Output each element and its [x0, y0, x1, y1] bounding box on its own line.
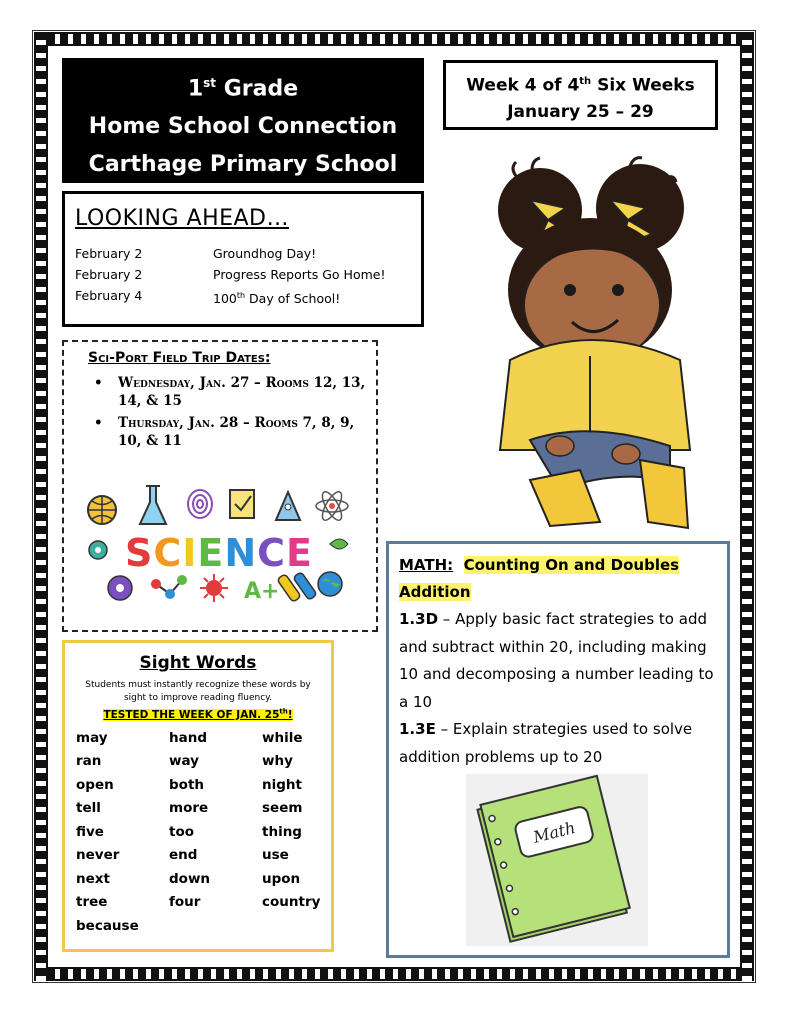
eye-left — [564, 284, 576, 296]
test-tube-icon — [277, 572, 317, 603]
tested-sup: th — [279, 707, 288, 715]
eye-right — [612, 284, 624, 296]
checkered-border-bottom — [34, 967, 754, 981]
sight-word: because — [76, 917, 139, 934]
boot-right — [640, 460, 688, 528]
sight-word: ran — [76, 753, 102, 769]
week-prefix: Week 4 of 4 — [466, 75, 580, 96]
event-name — [213, 285, 340, 309]
sight-word: next — [76, 870, 110, 887]
week-info — [443, 60, 718, 130]
math-topic: Counting On and Doubles Addition — [399, 556, 680, 601]
standard-text: – Explain strategies used to solve addition problems up to 20 — [399, 720, 693, 766]
event-name: Groundhog Day! — [213, 246, 317, 261]
tested-highlight — [103, 709, 292, 721]
newsletter-header — [62, 58, 424, 183]
school-name: Carthage Primary School — [88, 152, 398, 178]
molecule-icon — [151, 575, 187, 599]
grade-word: Grade — [223, 76, 299, 102]
sight-word: while — [262, 729, 303, 746]
a-plus-icon: A+ — [244, 579, 280, 604]
gear-icon — [89, 541, 107, 559]
sight-word: country — [262, 894, 321, 910]
sight-word: open — [76, 776, 114, 793]
week-line — [446, 69, 715, 99]
event-date: February 2 — [75, 246, 143, 261]
flask-icon — [140, 486, 166, 524]
sight-word: tell — [76, 800, 101, 816]
week-dates: January 25 – 29 — [507, 101, 654, 122]
standard-code: 1.3D — [399, 610, 439, 628]
week-suffix: Six Weeks — [597, 75, 695, 96]
sight-word: four — [169, 894, 201, 910]
event-row — [75, 243, 411, 264]
looking-ahead-section — [62, 191, 424, 327]
standard-item — [399, 716, 717, 771]
sight-word: why — [262, 753, 293, 769]
sight-word: too — [169, 823, 195, 840]
sight-word: upon — [262, 870, 301, 887]
earth-icon — [318, 572, 342, 596]
sight-word: thing — [262, 823, 302, 840]
sight-word: both — [169, 776, 205, 793]
tested-suffix: ! — [287, 708, 293, 721]
checkered-border-left — [34, 32, 48, 981]
event-row — [75, 285, 411, 309]
event-tail: Day of School! — [245, 291, 341, 307]
globe-icon — [88, 496, 116, 524]
sun-icon — [200, 574, 228, 602]
standard-text: – Apply basic fact strategies to add and subtract within 20, including making 10 and decomposing a number leading to a 10 — [399, 610, 714, 711]
looking-ahead-title: LOOKING AHEAD… — [75, 206, 290, 231]
event-sup: th — [236, 291, 246, 300]
sight-words-title: Sight Words — [139, 653, 257, 673]
gear-icon — [108, 576, 132, 600]
tested-notice — [73, 707, 323, 721]
grade-sup: st — [203, 76, 217, 90]
sight-word: five — [76, 823, 104, 840]
sight-word: use — [262, 847, 289, 863]
grade-number: 1 — [187, 76, 204, 102]
sight-words-section — [62, 640, 334, 952]
event-row — [75, 264, 411, 285]
event-name: Progress Reports Go Home! — [213, 267, 386, 282]
tested-text: TESTED THE WEEK OF JAN. 25 — [103, 708, 280, 721]
sight-word: end — [169, 847, 198, 863]
girl-clipart — [470, 150, 710, 545]
sight-word: more — [169, 800, 209, 816]
atom-icon — [316, 489, 348, 523]
fingerprint-icon — [188, 490, 212, 518]
trip-item: • Wednesday, Jan. 27 – Rooms 12, 13, 14, & 15 — [88, 374, 376, 410]
notebook-clipart — [466, 774, 648, 946]
trip-item: • Thursday, Jan. 28 – Rooms 7, 8, 9, 10, & 11 — [88, 414, 376, 450]
sight-word: down — [169, 870, 211, 887]
math-heading — [399, 552, 717, 606]
checkered-border-top — [34, 32, 754, 46]
sight-word: tree — [76, 894, 108, 910]
sight-word: may — [76, 729, 108, 746]
plant-icon — [330, 539, 348, 549]
event-number: 100 — [213, 291, 237, 307]
week-sup: th — [579, 76, 592, 87]
standard-item — [399, 606, 717, 716]
sight-word: never — [76, 847, 120, 863]
rocket-icon — [276, 492, 300, 520]
event-date: February 4 — [75, 288, 143, 303]
sciport-title: Sci-Port Field Trip Dates: — [88, 350, 271, 366]
math-label: MATH: — [399, 556, 454, 574]
science-clipart — [84, 480, 354, 615]
event-date: February 2 — [75, 267, 143, 282]
sight-words-subtitle: Students must instantly recognize these words by sight to improve reading fluency. — [85, 680, 311, 703]
header-title: Home School Connection — [88, 114, 398, 140]
sciport-section — [62, 340, 378, 632]
sight-word: night — [262, 776, 302, 793]
math-section — [386, 541, 730, 958]
notebook-label-text: Math — [531, 817, 578, 847]
sight-word: hand — [169, 729, 207, 746]
grade-line — [62, 64, 424, 108]
sight-word: way — [169, 753, 199, 769]
standard-code: 1.3E — [399, 720, 436, 738]
sight-word: seem — [262, 800, 303, 816]
checkered-border-right — [740, 32, 754, 981]
clipboard-icon — [230, 490, 254, 518]
science-word: SCIENCE — [124, 531, 314, 575]
sight-words-grid — [73, 727, 323, 939]
